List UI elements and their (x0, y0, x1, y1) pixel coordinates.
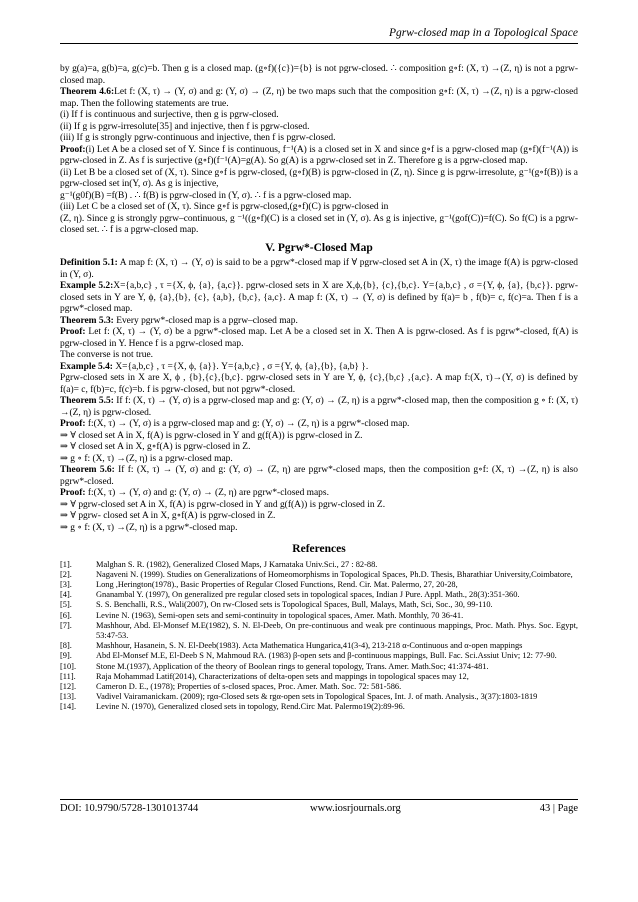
reference-text: Levine N. (1970), Generalized closed sets in topology, Rend.Circ Mat. Palermo19(2):89-96. (96, 702, 405, 712)
references-title: References (292, 543, 346, 555)
reference-item (60, 692, 578, 702)
paragraph: Pgrw-closed sets in X are X, ϕ , {b},{c},{b,c}. pgrw-closed sets in Y are Y, ϕ, {c},{b,c} ,{a,c}. A map f:(X, τ)→(Y, σ) is defined by f(a)= c, f(b)=c, f(c)=b. f is pgrw-closed, but not pgrw*-closed. (60, 373, 578, 395)
paragraph: ⇒ g ∘ f: (X, τ) →(Z, η) is a pgrw*-closed map. (60, 522, 238, 533)
paragraph: by g(a)=a, g(b)=a, g(c)=b. Then g is a closed map. (g∘f)({c})={b} is not pgrw-closed. ∴ composition g∘f: (X, τ) →(Z, η) is not a pgrw-closed map. (60, 64, 578, 86)
paragraph: ⇒ ∀ pgrw- closed set A in X, g∘f(A) is pgrw-closed in Z. (60, 511, 276, 521)
reference-text: Long ,Herington(1978)., Basic Properties of Regular Closed Functions, Rend. Cir. Mat. Palermo, 27, 20-28, (96, 579, 458, 589)
reference-number: [7]. (60, 620, 72, 630)
reference-number: [14]. (60, 702, 77, 712)
paragraph: (iii) Let C be a closed set of (X, τ). Since g∘f is pgrw-closed,(g∘f)(C) is pgrw-closed in (60, 202, 389, 212)
theorem-5-6: Theorem 5.6: If f: (X, τ) → (Y, σ) and g: (Y, σ) → (Z, η) are pgrw*-closed maps, then the composition g∘f: (X, τ) →(Z, η) is also pgrw*-closed. (60, 465, 578, 487)
reference-item (60, 570, 578, 580)
paragraph: (i) If f is continuous and surjective, then g is pgrw-closed. (60, 110, 279, 120)
reference-number: [12]. (60, 681, 77, 691)
reference-item (60, 651, 578, 661)
paragraph: Proof:(i) Let A be a closed set of Y. Since f is continuous, f⁻¹(A) is a closed set in X and since g∘f is a pgrw-closed map (g∘f)(f⁻¹(A)) is pgrw-closed in Z. As f is surjective (g∘f)(f⁻¹(A)=g(A). So g(A) is a pgrw-closed set in Z. Therefore g is a pgrw-closed map. (60, 144, 578, 166)
theorem-5-5: Theorem 5.5: If f: (X, τ) → (Y, σ) is a pgrw-closed map and g: (Y, σ) → (Z, η) is a pgrw*-closed map, then the composition g ∘ f: (X, τ) →(Z, η) is pgrw-closed. (60, 396, 578, 418)
reference-number: [9]. (60, 651, 72, 661)
section-title: V. Pgrw*-Closed Map (265, 241, 373, 254)
reference-item (60, 600, 578, 610)
reference-number: [10]. (60, 661, 77, 671)
proof: Proof: f:(X, τ) → (Y, σ) and g: (Y, σ) → (Z, η) are pgrw*-closed maps. (60, 488, 329, 498)
reference-item (60, 611, 578, 621)
reference-number: [5]. (60, 600, 72, 610)
reference-text: Cameron D. E., (1978); Properties of s-closed spaces, Proc. Amer. Math. Soc. 72: 581-586. (96, 681, 402, 691)
lead-label: Proof: (60, 144, 86, 155)
header-rule (60, 43, 578, 44)
reference-text: Vadivel Vairamanickam. (2009); rgα-Closed sets & rgα-open sets in Topological Spaces, Int. J. of math. Analysis., 3(37):1803-1819 (96, 692, 538, 702)
reference-text: Mashhour, Hasanein, S. N. El-Deeb(1983). Acta Mathematica Hungarica,41(3-4), 213-218 α-Continuous and α-open mappings (96, 641, 523, 651)
reference-text: Mashhour, Abd. El-Monsef M.E(1982), S. N. El-Deeb, On pre-continuous and weak pre continuous mappings, Proc. Math. Phys. Soc. Egypt, 53:47-53. (96, 620, 578, 640)
reference-number: [2]. (60, 569, 72, 579)
reference-text: Levine N. (1963), Semi-open sets and semi-continuity in topological spaces, Amer. Math. Monthly, 70 36-41. (96, 610, 464, 620)
lead-label: Proof: (60, 488, 86, 498)
example-5-4: Example 5.4: X={a,b,c} , τ ={X, ϕ, {a}}. Y={a,b,c} , σ ={Y, ϕ, {a},{b}, {a,b} }. (60, 361, 369, 372)
reference-text: S. S. Benchalli, R.S., Wali(2007), On rw-Closed sets is Topological Spaces, Bull, Malays, Math, Sci, Soc., 30, 99-110. (96, 600, 493, 610)
doi-text: DOI: 10.9790/5728-1301013744 (60, 803, 199, 814)
lead-label: Definition 5.1: (60, 258, 118, 268)
paragraph: ⇒ ∀ closed set A in X, g∘f(A) is pgrw-closed in Z. (60, 442, 251, 452)
paragraph: (iii) If g is strongly pgrw-continuous and injective, then f is pgrw-closed. (60, 133, 336, 143)
reference-text: Malghan S. R. (1982), Generalized Closed Maps, J Karnataka Univ.Sci., 27 : 82-88. (96, 559, 378, 569)
reference-text: Stone M.(1937), Application of the theory of Boolean rings to general topology, Trans. Amer. Math.Soc; 41:374-481. (96, 661, 489, 671)
footer-rule (60, 799, 578, 800)
reference-number: [11]. (60, 671, 76, 681)
reference-item (60, 580, 578, 590)
paragraph: The converse is not true. (60, 350, 154, 360)
definition-5-1: Definition 5.1: A map f: (X, τ) → (Y, σ) is said to be a pgrw*-closed map if ∀ pgrw-closed set A in (X, τ) the image f(A) is pgrw-closed in (Y, σ). (60, 258, 579, 280)
lead-label: Example 5.2: (60, 281, 114, 291)
paragraph: ⇒ ∀ pgrw-closed set A in X, f(A) is pgrw-closed in Y and g(f(A)) is pgrw-closed in Z. (60, 499, 386, 510)
reference-text: Raja Mohammad Latif(2014), Characterizations of delta-open sets and mappings in topological spaces may 12, (96, 671, 469, 681)
reference-item (60, 621, 578, 641)
paragraph: (Z, η). Since g is strongly pgrw–continuous, g ⁻¹((g∘f)(C) is a closed set in (Y, σ). As g is injective, g⁻¹(gof(C))=f(C). So f(C) is a pgrw-closed set. ∴ f is a pgrw-closed map. (60, 213, 578, 235)
journal-site-link[interactable]: www.iosrjournals.org (310, 803, 401, 814)
lead-label: Proof: (60, 419, 86, 429)
example-5-2: Example 5.2:X={a,b,c} , τ ={X, ϕ, {a}, {a,c}}. pgrw-closed sets in X are X,ϕ,{b}, {c},{b,c}. Y={a,b,c} , σ ={Y, ϕ, {a}, {b,c}}. pgrw-closed sets in Y are Y, ϕ, {a},{b}, {c}, {a,b}, {b,c}, {a,c}. A map f: (X, τ) → (Y, σ) is defined by f(a)= b , f(b)= c, f(c)=a. Then f is a pgrw*-closed map. (60, 281, 579, 314)
proof: Proof: f:(X, τ) → (Y, σ) is a pgrw-closed map and g: (Y, σ) → (Z, η) is a pgrw*-closed map. (60, 419, 410, 429)
theorem-4-6: Theorem 4.6:Let f: (X, τ) → (Y, σ) and g: (Y, σ) → (Z, η) be two maps such that the composition g∘f: (X, τ) →(Z, η) is a pgrw-closed map. Then the following statements are true. (60, 87, 578, 109)
lead-label: Theorem 4.6: (60, 87, 115, 97)
running-title: Pgrw-closed map in a Topological Space (389, 27, 578, 39)
reference-text: Abd El-Monsef M.E, El-Deeb S N, Mahmoud RA. (1983) β-open sets and β-continuous mappings, Bull. Fac. Sci.Assiut Univ; 12: 77-90. (96, 651, 557, 661)
reference-list (60, 560, 578, 713)
reference-item (60, 590, 578, 600)
reference-number: [6]. (60, 610, 72, 620)
reference-item (60, 682, 578, 692)
reference-item (60, 672, 578, 682)
proof: Proof: Let f: (X, τ) → (Y, σ) be a pgrw*-closed map. Let A be a closed set in X. Then A is pgrw-closed. As f is pgrw*-closed, f(A) is pgrw-closed in Y. Hence f is a pgrw-closed map. (60, 327, 578, 349)
reference-number: [3]. (60, 579, 72, 589)
lead-label: Theorem 5.5: (60, 396, 114, 406)
lead-label: Proof: (60, 327, 86, 337)
page-number: 43 | Page (539, 803, 578, 814)
body-text (60, 64, 578, 713)
paragraph: ⇒ g ∘ f: (X, τ) →(Z, η) is a pgrw-closed map. (60, 453, 233, 464)
reference-item (60, 560, 578, 570)
theorem-5-3: Theorem 5.3: Every pgrw*-closed map is a pgrw–closed map. (60, 315, 298, 326)
lead-label: Theorem 5.3: (60, 315, 114, 326)
reference-number: [13]. (60, 692, 77, 702)
paragraph: (ii) Let B be a closed set of (X, τ). Since g∘f is pgrw-closed, (g∘f)(B) is pgrw-closed in (Z, η). Since g is pgrw-irresolute, g⁻¹(g∘f(B)) is a pgrw-closed set in(Y, σ). As g is injective, (60, 167, 578, 189)
reference-number: [1]. (60, 559, 72, 569)
reference-item (60, 641, 578, 651)
reference-text: Gnanambal Y. (1997), On generalized pre regular closed sets in topological spaces, Indian J Pure. Appl. Math., 28(3):351-360. (96, 590, 520, 600)
reference-text: Nagaveni N. (1999). Studies on Generalizations of Homeomorphisms in Topological Spaces, Ph.D. Thesis, Bharathiar University,Coimbatore, (96, 569, 573, 579)
reference-item (60, 702, 578, 712)
lead-label: Example 5.4: (60, 361, 113, 372)
paragraph: (ii) If g is pgrw-irresolute[35] and injective, then f is pgrw-closed. (60, 121, 310, 132)
lead-label: Theorem 5.6: (60, 465, 115, 475)
reference-number: [8]. (60, 641, 72, 651)
paragraph: g⁻¹(g0f)(B) =f(B) . ∴ f(B) is pgrw-closed in (Y, σ). ∴ f is a pgrw-closed map. (60, 190, 352, 201)
reference-item (60, 662, 578, 672)
paragraph: ⇒ ∀ closed set A in X, f(A) is pgrw-closed in Y and g(f(A)) is pgrw-closed in Z. (60, 430, 363, 441)
reference-number: [4]. (60, 590, 72, 600)
